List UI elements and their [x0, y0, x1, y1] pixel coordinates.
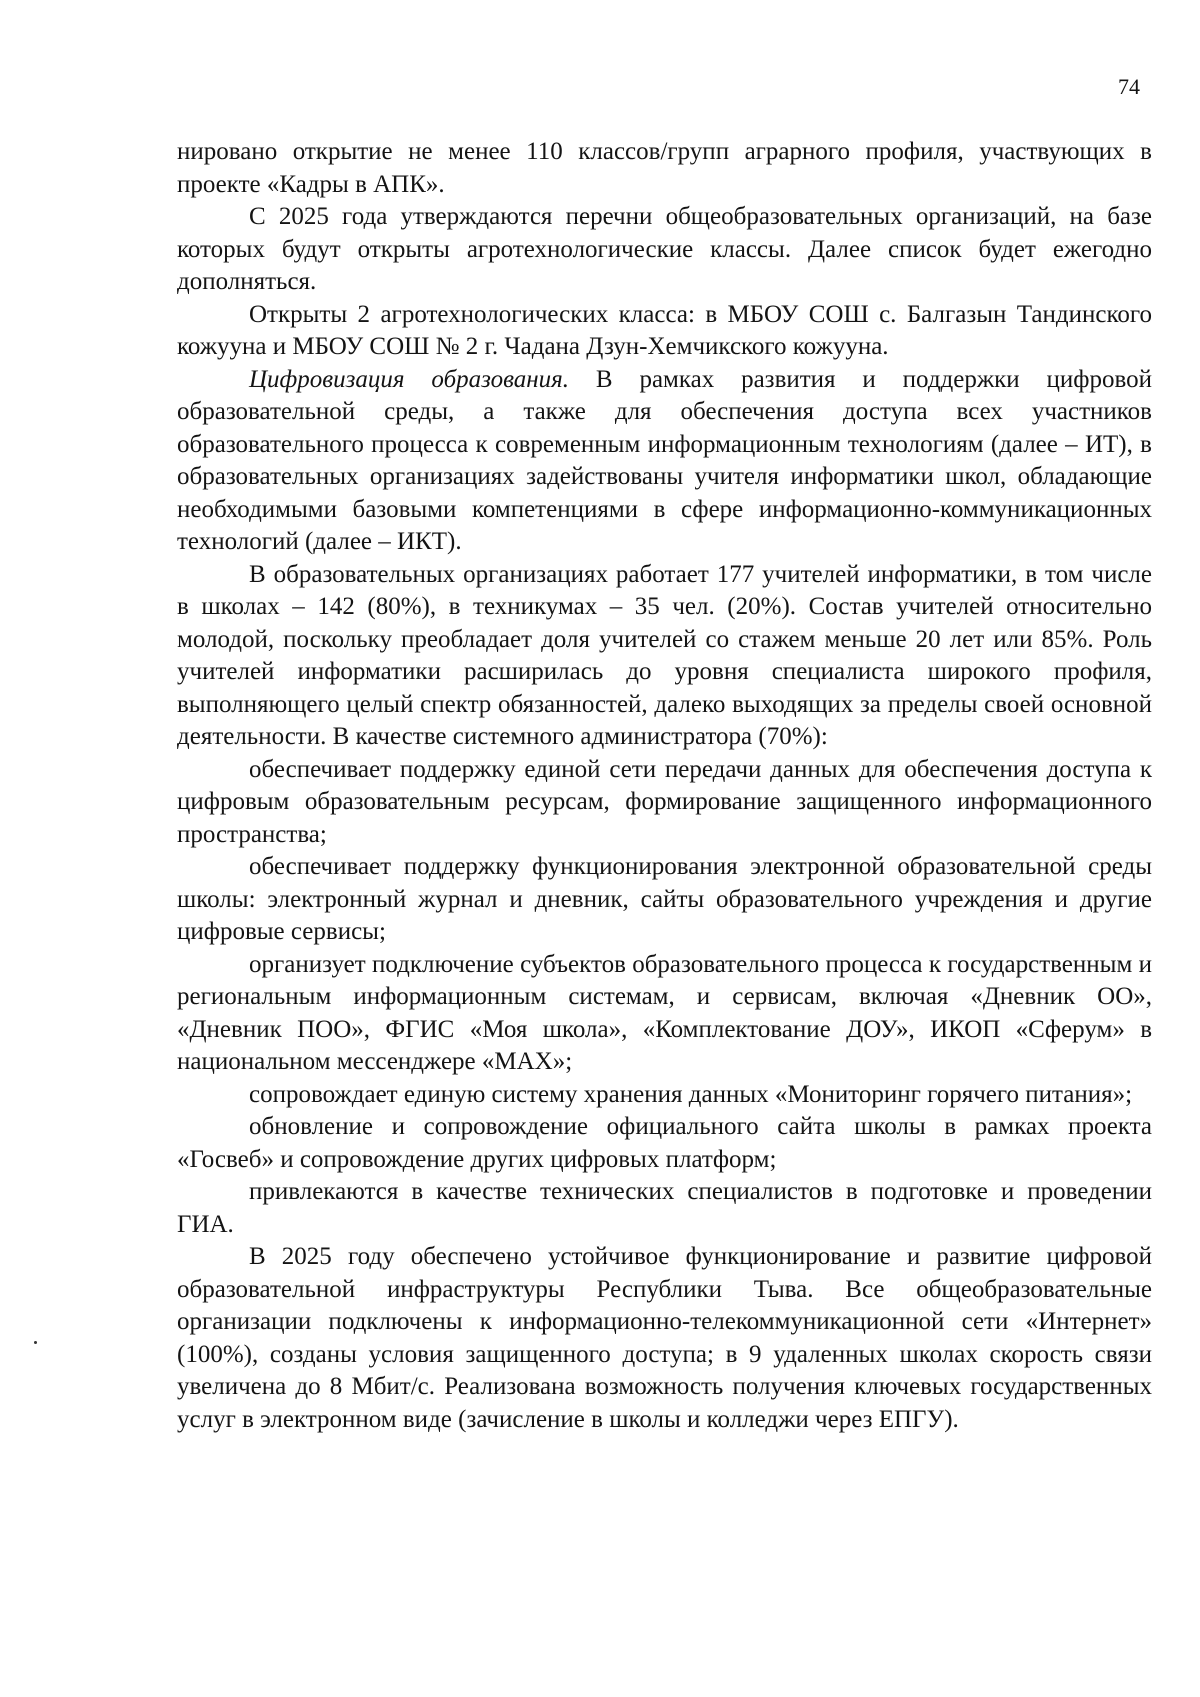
document-body [177, 136, 1152, 1436]
paragraph-final: В 2025 году обеспечено устойчивое функционирование и развитие цифровой образовательной инфраструктуры Республики Тыва. Все общеобразовательные организации подключены к информационно-телекоммуникационной сети «Интернет» (100%), созданы условия защищенного доступа; в 9 удаленных школах скорость связи увеличена до 8 Мбит/с. Реализована возможность получения ключевых государственных услуг в электронном виде (зачисление в школы и колледжи через ЕПГУ). [177, 1243, 1152, 1433]
paragraph-2: С 2025 года утверждаются перечни общеобразовательных организаций, на базе которых будут открыты агротехнологические классы. Далее список будет ежегодно дополняться. [177, 203, 1152, 295]
list-item-2: обеспечивает поддержку функционирования электронной образовательной среды школы: электронный журнал и дневник, сайты образовательного учреждения и другие цифровые сервисы; [177, 853, 1152, 945]
page-number: 74 [1118, 74, 1140, 99]
scan-speck [34, 1341, 37, 1344]
list-item-5: обновление и сопровождение официального сайта школы в рамках проекта «Госвеб» и сопровождение других цифровых платформ; [177, 1113, 1152, 1173]
paragraph-5: В образовательных организациях работает 177 учителей информатики, в том числе в школах – 142 (80%), в техникумах – 35 чел. (20%). Состав учителей относительно молодой, поскольку преобладает доля учителей со стажем меньше 20 лет или 85%. Роль учителей информатики расширилась до уровня специалиста широкого профиля, выполняющего целый спектр обязанностей, далеко выходящих за пределы своей основной деятельности. В качестве системного администратора (70%): [177, 560, 1152, 750]
paragraph-4-text: В рамках развития и поддержки цифровой образовательной среды, а также для обеспечения доступа всех участников образовательного процесса к современным информационным технологиям (далее – ИТ), в образовательных организациях задействованы учителя информатики школ, обладающие необходимыми базовыми компетенциями в сфере информационно-коммуникационных технологий (далее – ИКТ). [177, 365, 1152, 555]
list-item-1: обеспечивает поддержку единой сети передачи данных для обеспечения доступа к цифровым образовательным ресурсам, формирование защищенного информационного пространства; [177, 755, 1152, 848]
list-item-3: организует подключение субъектов образовательного процесса к государственным и региональным информационным системам, и сервисам, включая «Дневник ОО», «Дневник ПОО», ФГИС «Моя школа», «Комплектование ДОУ», ИКОП «Сферум» в национальном мессенджере «MAX»; [177, 950, 1152, 1075]
paragraph-3: Открыты 2 агротехнологических класса: в МБОУ СОШ с. Балгазын Тандинского кожууна и МБОУ СОШ № 2 г. Чадана Дзун-Хемчикского кожууна. [177, 300, 1152, 360]
section-heading-digitalization: Цифровизация образования. [249, 365, 570, 393]
list-item-6: привлекаются в качестве технических специалистов в подготовке и проведении ГИА. [177, 1178, 1152, 1238]
paragraph-1: нировано открытие не менее 110 классов/групп аграрного профиля, участвующих в проекте «Кадры в АПК». [177, 138, 1152, 198]
list-item-4: сопровождает единую систему хранения данных «Мониторинг горячего питания»; [249, 1080, 1133, 1108]
paragraph-4 [177, 364, 1152, 559]
